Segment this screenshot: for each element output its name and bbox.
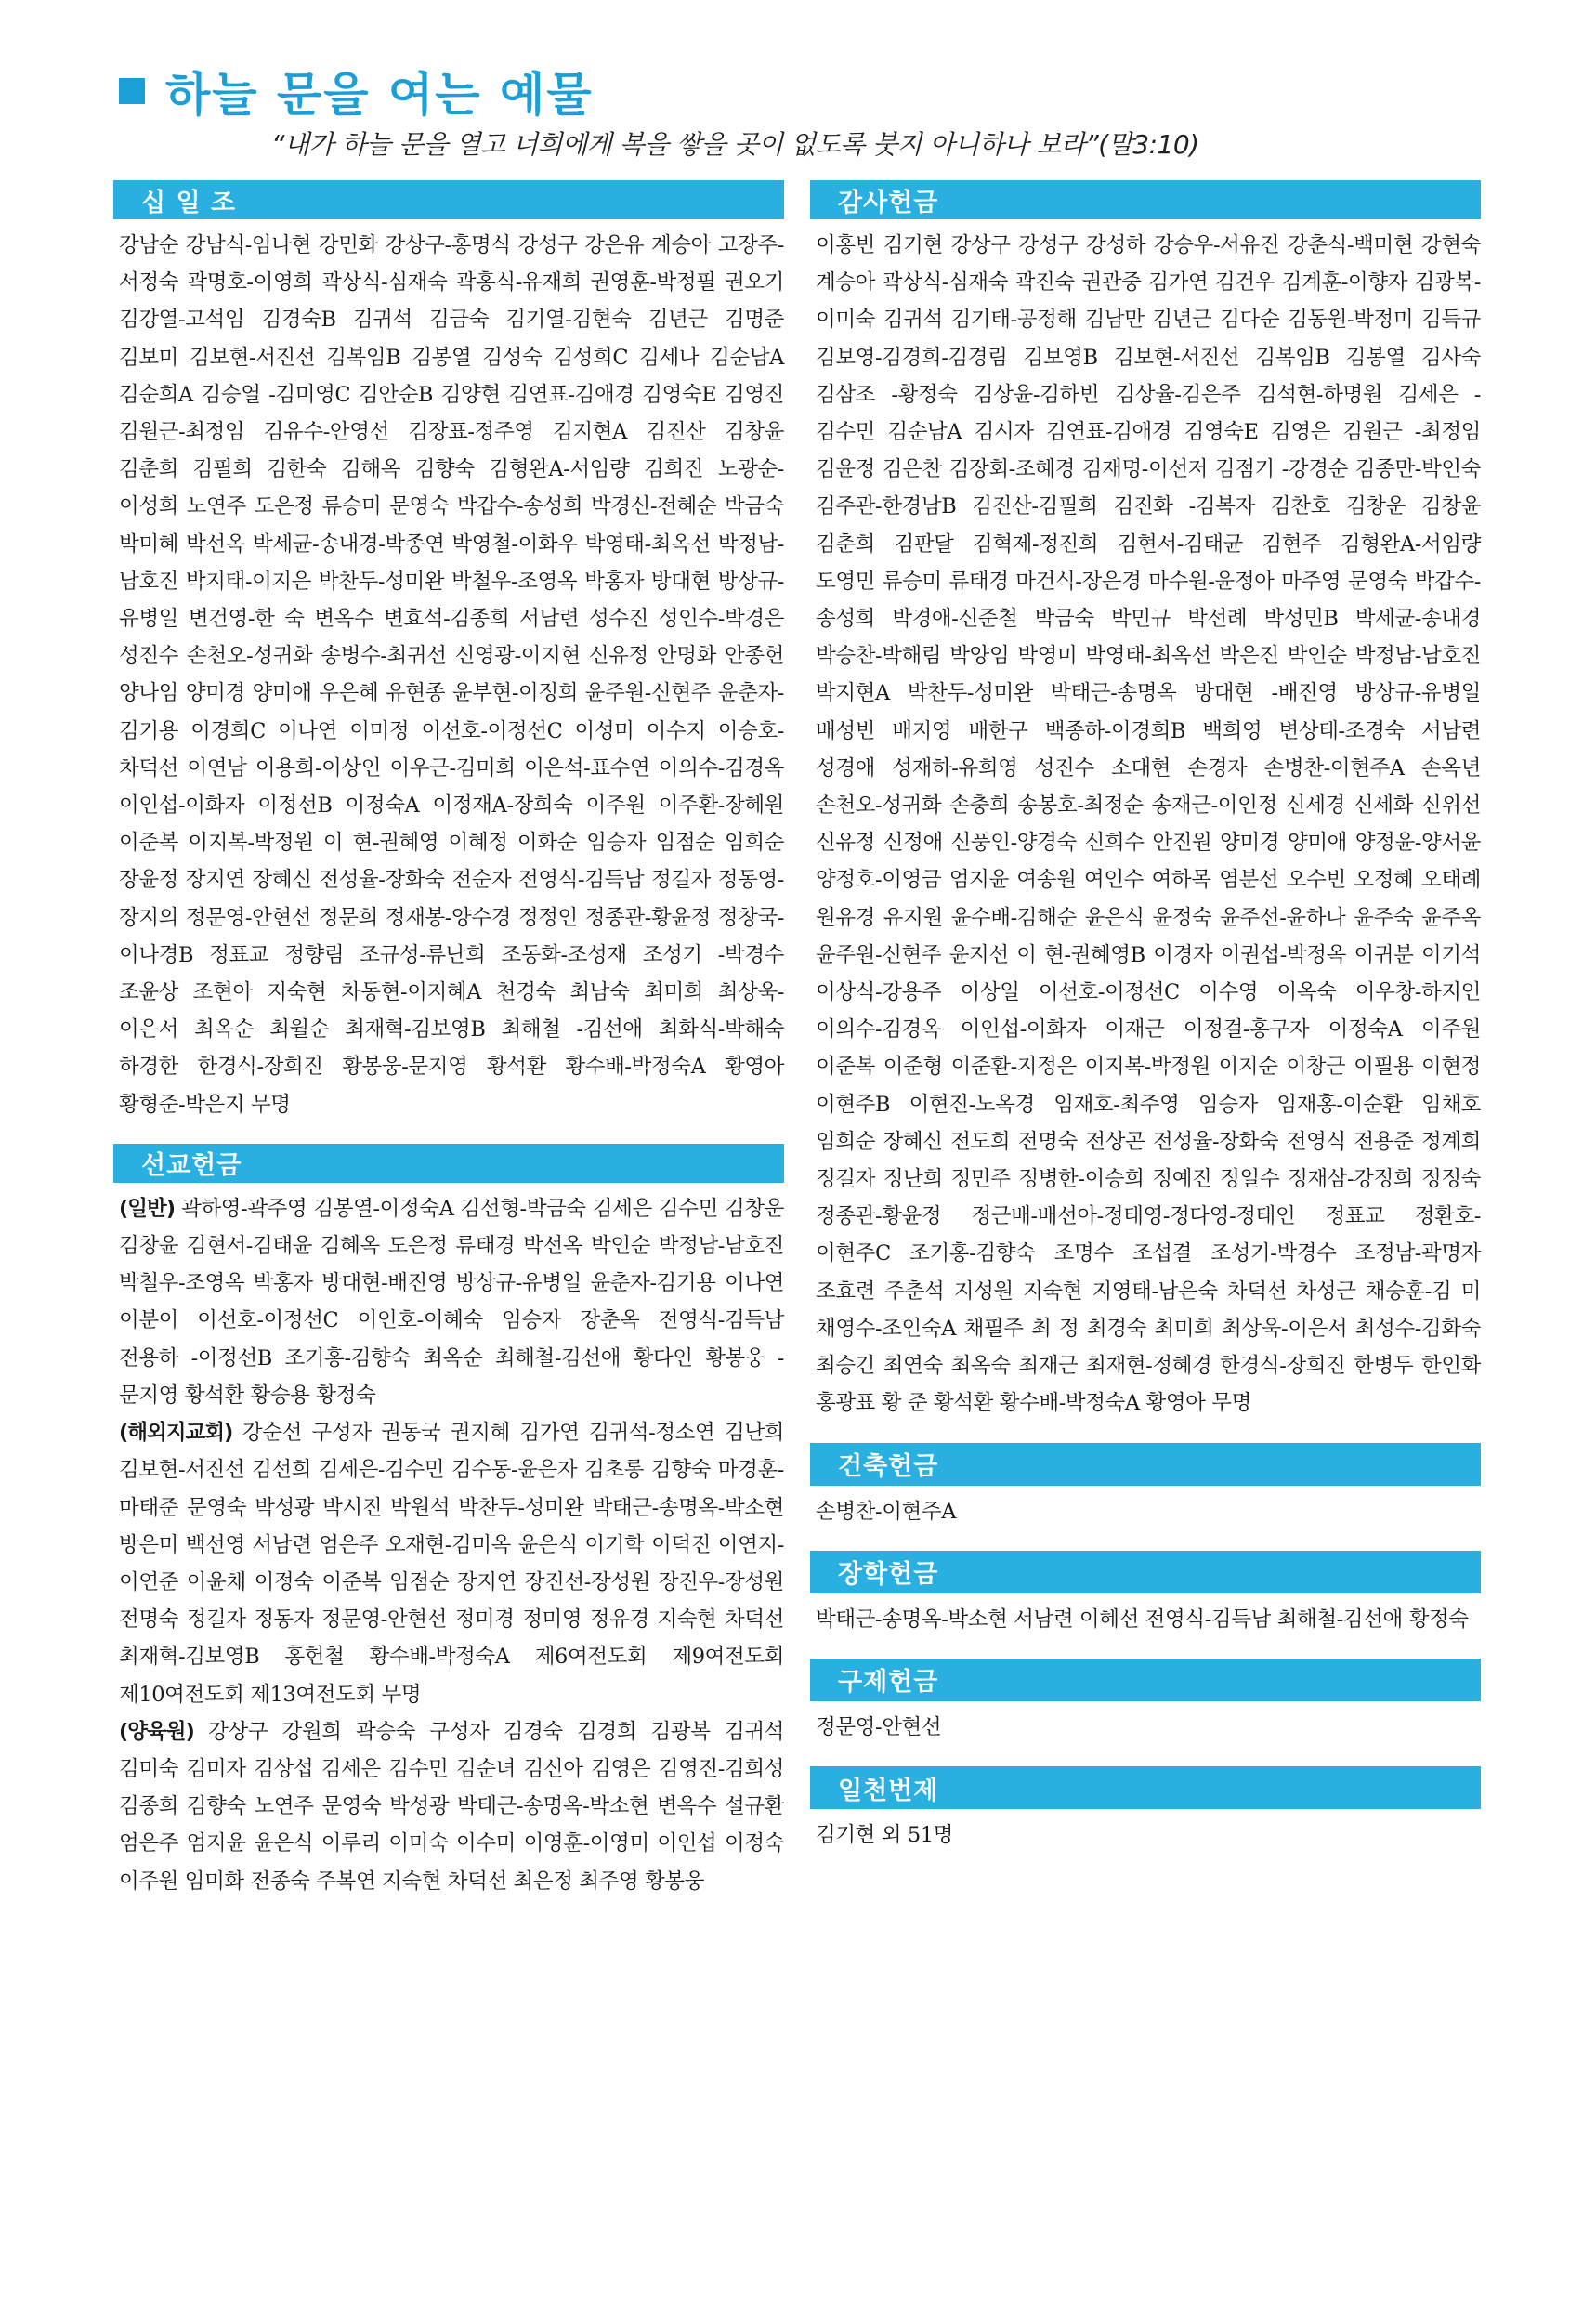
tithe-section	[113, 180, 784, 1123]
thanks-header: 감사헌금	[810, 180, 1481, 219]
thousand-section	[810, 1766, 1481, 1854]
group-label-overseas: (해외지교회)	[119, 1421, 233, 1446]
mission-general	[119, 1190, 784, 1414]
mission-orphanage	[119, 1713, 784, 1900]
building-names: 손병찬-이현주A	[816, 1499, 957, 1524]
group-names-general: 곽하영-곽주영 김봉열-이정숙A 김선형-박금숙 김세은 김수민 김창운 김창윤 김현서-김태윤 김혜옥 도은정 류태경 박선옥 박인순 박정남-남호진 박철우-조영옥 박홍자 방대현-배진영 방상규-유병일 윤춘자-김기용 이나연 이분이 이선호-이정선C 이인호-이혜숙 임승자 장춘옥 전영식-김득남 전용하 -이정선B 조기홍-김향숙 최옥순 최해철-김선애 황다인 황봉웅 -문지영 황석환 황승용 황정숙	[119, 1196, 784, 1408]
relief-section	[810, 1659, 1481, 1746]
title-bullet-square	[119, 78, 145, 104]
group-label-orphanage: (양육원)	[119, 1719, 194, 1744]
right-column	[810, 180, 1481, 1874]
mission-overseas	[119, 1414, 784, 1713]
mission-names	[113, 1190, 784, 1900]
tithe-names: 강남순 강남식-임나현 강민화 강상구-홍명식 강성구 강은유 계승아 고장주-서정숙 곽명호-이영희 곽상식-심재숙 곽홍식-유재희 권영훈-박정필 권오기 김강열-고석임 김경숙B 김귀석 김금숙 김기열-김현숙 김년근 김명준 김보미 김보현-서진선 김복임B 김봉열 김성숙 김성희C 김세나 김순남A 김순희A 김승열 -김미영C 김안순B 김양현 김연표-김애경 김영숙E 김영진 김원근-최정임 김유수-안영선 김장표-정주영 김지현A 김진산 김창윤 김춘희 김필희 김한숙 김해옥 김향숙 김형완A-서임량 김희진 노광순-이성희 노연주 도은정 류승미 문영숙 박갑수-송성희 박경신-전혜순 박금숙 박미혜 박선옥 박세균-송내경-박종연 박영철-이화우 박영태-최옥선 박정남-남호진 박지태-이지은 박찬두-성미완 박철우-조영옥 박홍자 방대현 방상규-유병일 변건영-한 숙 변옥수 변효석-김종희 서남련 성수진 성인수-박경은 성진수 손천오-성귀화 송병수-최귀선 신영광-이지현 신유정 안명화 안종헌 양나임 양미경 양미애 우은혜 유현종 윤부현-이정희 윤주원-신현주 윤춘자-김기용 이경희C 이나연 이미정 이선호-이정선C 이성미 이수지 이승호-차덕선 이연남 이용희-이상인 이우근-김미희 이은석-표수연 이의수-김경옥 이인섭-이화자 이정선B 이정숙A 이정재A-장희숙 이주원 이주환-장혜원 이준복 이지복-박정원 이 현-권혜영 이혜정 이화순 임승자 임점순 임희순 장윤정 장지연 장혜신 전성율-장화숙 전순자 전영식-김득남 정길자 정동영-장지의 정문영-안현선 정문희 정재봉-양수경 정정인 정종관-황윤정 정창국-이나경B 정표교 정향림 조규성-류난희 조동화-조성재 조성기 -박경수 조윤상 조현아 지숙현 차동현-이지혜A 천경숙 최남숙 최미희 최상욱-이은서 최옥순 최월순 최재혁-김보영B 최해철 -김선애 최화식-박해숙 하경한 한경식-장희진 황봉웅-문지영 황석환 황수배-박정숙A 황영아 황형준-박은지 무명	[119, 233, 784, 1117]
scholarship-names: 박태근-송명옥-박소현 서남련 이혜선 전영식-김득남 최해철-김선애 황정숙	[816, 1606, 1469, 1632]
group-names-overseas: 강순선 구성자 권동국 권지혜 김가연 김귀석-정소연 김난희 김보현-서진선 김선희 김세은-김수민 김수동-윤은자 김초롱 김향숙 마경훈-마태준 문영숙 박성광 박시진 박원석 박찬두-성미완 박태근-송명옥-박소현 방은미 백선영 서남련 엄은주 오재현-김미옥 윤은식 이기학 이덕진 이연지-이연준 이윤채 이정숙 이준복 임점순 장지연 장진선-장성원 장진우-장성원 전명숙 정길자 정동자 정문영-안현선 정미경 정미영 정유경 지숙현 차덕선 최재혁-김보영B 홍헌철 황수배-박정숙A 제6여전도회 제9여전도회 제10여전도회 제13여전도회 무명	[119, 1421, 784, 1707]
tithe-header: 십 일 조	[113, 180, 784, 219]
thousand-header: 일천번제	[810, 1766, 1481, 1809]
mission-section	[113, 1144, 784, 1900]
left-column	[113, 180, 784, 1921]
building-header: 건축헌금	[810, 1443, 1481, 1486]
relief-names: 정문영-안현선	[816, 1714, 942, 1739]
thanks-names: 이홍빈 김기현 강상구 강성구 강성하 강승우-서유진 강춘식-백미현 강현숙 계승아 곽상식-심재숙 곽진숙 권관중 김가연 김건우 김계훈-이향자 김광복-이미숙 김귀석 김기태-공정해 김남만 김년근 김다순 김동원-박정미 김득규 김보영-김경희-김경림 김보영B 김보현-서진선 김복임B 김봉열 김사숙 김삼조 -황정숙 김상윤-김하빈 김상율-김은주 김석현-하명원 김세은 -김수민 김순남A 김시자 김연표-김애경 김영숙E 김영은 김원근 -최정임 김윤정 김은찬 김장회-조혜경 김재명-이선저 김점기 -강경순 김종만-박인숙 김주관-한경남B 김진산-김필희 김진화 -김복자 김찬호 김창운 김창윤 김춘희 김판달 김혁제-정진희 김현서-김태균 김현주 김형완A-서임량 도영민 류승미 류태경 마건식-장은경 마수원-윤정아 마주영 문영숙 박갑수-송성희 박경애-신준철 박금숙 박민규 박선례 박성민B 박세균-송내경 박승찬-박해림 박양임 박영미 박영태-최옥선 박은진 박인순 박정남-남호진 박지현A 박찬두-성미완 박태근-송명옥 방대현 -배진영 방상규-유병일 배성빈 배지영 배한구 백종하-이경희B 백희영 변상태-조경숙 서남련 성경애 성재하-유희영 성진수 소대현 손경자 손병찬-이현주A 손옥년 손천오-성귀화 손충희 송봉호-최정순 송재근-이인정 신세경 신세화 신위선 신유정 신정애 신풍인-양경숙 신희수 안진원 양미경 양미애 양정윤-양서윤 양정호-이영금 엄지윤 여송원 여인수 여하목 염분선 오수빈 오정혜 오태례 원유경 유지원 윤수배-김해순 윤은식 윤정숙 윤주선-윤하나 윤주숙 윤주옥 윤주원-신현주 윤지선 이 현-권혜영B 이경자 이권섭-박정옥 이귀분 이기석 이상식-강용주 이상일 이선호-이정선C 이수영 이옥숙 이우창-하지인 이의수-김경옥 이인섭-이화자 이재근 이정걸-홍구자 이정숙A 이주원 이준복 이준형 이준환-지정은 이지복-박정원 이지순 이창근 이필용 이현정 이현주B 이현진-노옥경 임재호-최주영 임승자 임재홍-이순환 임채호 임희순 장혜신 전도희 전명숙 전상곤 전성율-장화숙 전영식 전용준 정계희 정길자 정난희 정민주 정병한-이승희 정예진 정일수 정재삼-강정희 정정숙 정종관-황윤정 정근배-배선아-정태영-정다영-정태인 정표교 정환호-이현주C 조기홍-김향숙 조명수 조섭결 조성기-박경수 조정남-곽명자 조효련 주춘석 지성원 지숙현 지영태-남은숙 차덕선 차성근 채승훈-김 미 채영수-조인숙A 채필주 최 정 최경숙 최미희 최상욱-이은서 최성수-김화숙 최승긴 최연숙 최옥숙 최재근 최재현-정혜경 한경식-장희진 한병두 한인화 홍광표 황 준 황석환 황수배-박정숙A 황영아 무명	[816, 233, 1482, 1416]
building-section	[810, 1443, 1481, 1530]
mission-header: 선교헌금	[113, 1144, 784, 1183]
relief-header: 구제헌금	[810, 1659, 1481, 1701]
thousand-names: 김기현 외 51명	[816, 1823, 954, 1848]
group-names-orphanage: 강상구 강원희 곽승숙 구성자 김경숙 김경희 김광복 김귀석 김미숙 김미자 김상섭 김세은 김수민 김순녀 김신아 김영은 김영진-김희성 김종희 김향숙 노연주 문영숙 박성광 박태근-송명옥-박소현 변옥수 설규환 엄은주 엄지윤 윤은식 이루리 이미숙 이수미 이영훈-이영미 이인섭 이정숙 이주원 임미화 전종숙 주복연 지숙현 차덕선 최은정 최주영 황봉웅	[119, 1719, 784, 1894]
page-title	[119, 58, 594, 125]
group-label-general: (일반)	[119, 1196, 176, 1221]
scholarship-section	[810, 1551, 1481, 1638]
title-text: 하늘 문을 여는 예물	[165, 68, 594, 122]
thanks-section	[810, 180, 1481, 1423]
bible-verse: “내가 하늘 문을 열고 너희에게 복을 쌓을 곳이 없도록 붓지 아니하나 보라”(말3:10)	[271, 129, 1199, 160]
scholarship-header: 장학헌금	[810, 1551, 1481, 1593]
